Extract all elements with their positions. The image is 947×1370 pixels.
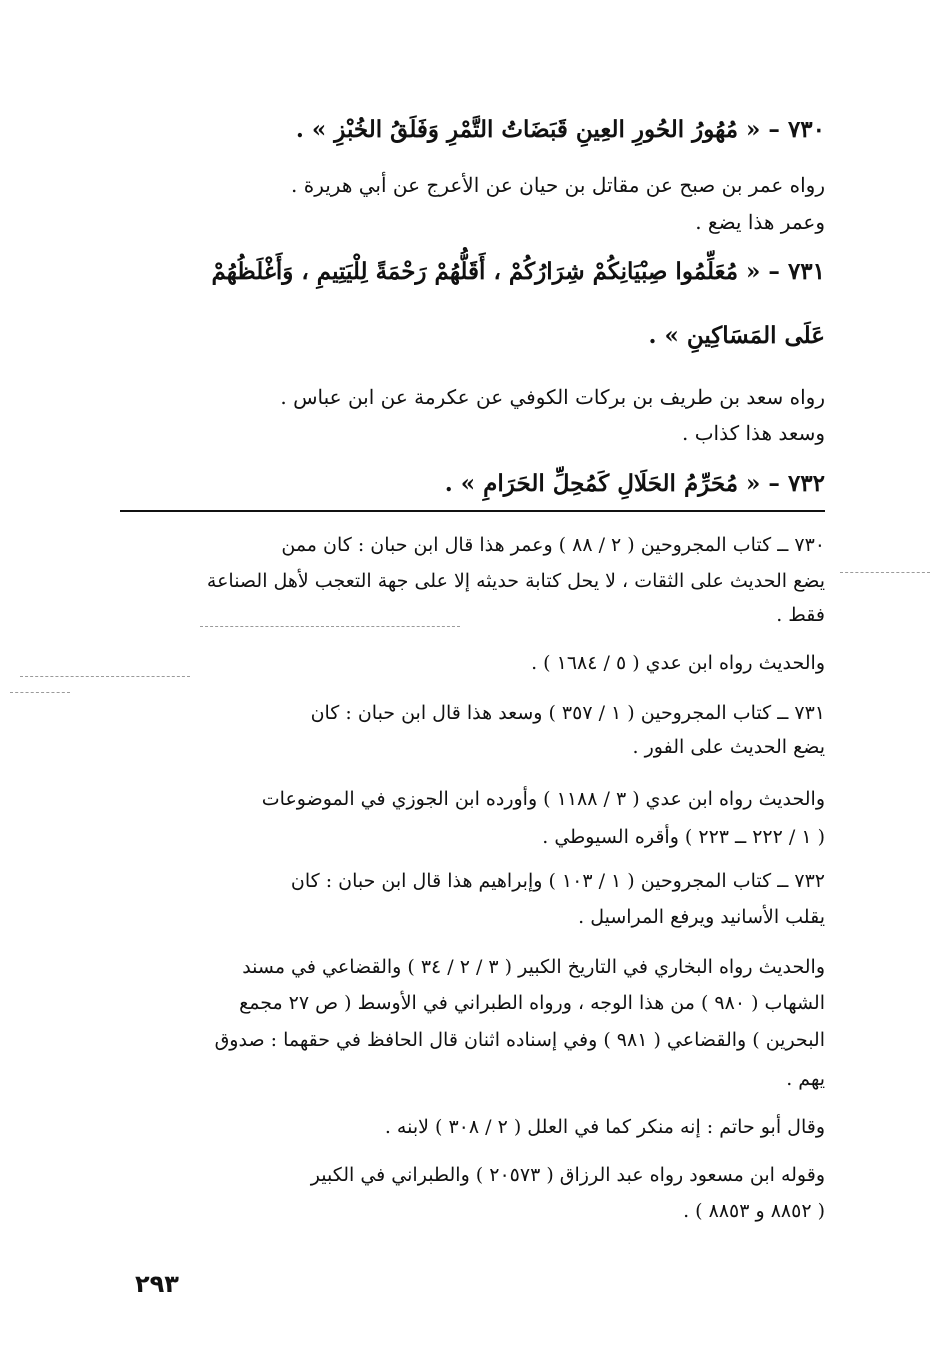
hadith-731-line2: عَلَى المَسَاكِينِ » . [648, 322, 825, 349]
note-730-line3: فقط . [776, 604, 825, 626]
hadith-731-narration: رواه سعد بن طريف بن بركات الكوفي عن عكرمة عن ابن عباس . [280, 385, 825, 409]
scan-artifact [200, 626, 460, 627]
note-732-line5: البحرين ) والقضاعي ( ٩٨١ ) وفي إسناده اثنان قال الحافظ في حقهما : صدوق [214, 1029, 825, 1051]
hadith-731-line1: ٧٣١ – « مُعَلِّمُوا صِبْيَانِكُمْ شِرَارُكُمْ ، أَقَلُّهُمْ رَحْمَةً لِلْيَتِيمِ ، وَأَغْلَظُهُمْ [211, 258, 825, 285]
note-730-line1: ٧٣٠ ــ كتاب المجروحين ( ٢ / ٨٨ ) وعمر هذا قال ابن حبان : كان ممن [281, 534, 825, 556]
note-730-line4: والحديث رواه ابن عدي ( ٥ / ١٦٨٤ ) . [531, 652, 825, 674]
scan-artifact [20, 676, 190, 677]
footnote-separator [120, 510, 825, 512]
note-732-line3: والحديث رواه البخاري في التاريخ الكبير ( ٣ / ٢ / ٣٤ ) والقضاعي في مسند [242, 956, 825, 978]
scan-artifact [10, 692, 70, 693]
note-731-line4: ( ١ / ٢٢٢ ــ ٢٢٣ ) وأقره السيوطي . [542, 826, 825, 848]
note-732-line2: يقلب الأسانيد ويرفع المراسيل . [578, 906, 825, 928]
note-732-line4: الشهاب ( ٩٨٠ ) من هذا الوجه ، ورواه الطبراني في الأوسط ( ص ٢٧ مجمع [239, 992, 825, 1014]
page-number: ٢٩٣ [135, 1270, 179, 1298]
hadith-732: ٧٣٢ – « مُحَرِّمُ الحَلَالِ كَمُحِلِّ الحَرَامِ » . [444, 470, 825, 497]
note-732-line7: وقال أبو حاتم : إنه منكر كما في العلل ( ٢ / ٣٠٨ ) لابنه . [384, 1116, 825, 1138]
note-732-line1: ٧٣٢ ــ كتاب المجروحين ( ١ / ١٠٣ ) وإبراهيم هذا قال ابن حبان : كان [290, 870, 825, 892]
hadith-730: ٧٣٠ – « مُهُورُ الحُورِ العِينِ قَبَضَاتُ التَّمْرِ وَفَلَقُ الخُبْزِ » . [295, 116, 825, 143]
note-731-line3: والحديث رواه ابن عدي ( ٣ / ١١٨٨ ) وأورده ابن الجوزي في الموضوعات [261, 788, 825, 810]
note-732-line8: وقوله ابن مسعود رواه عبد الرزاق ( ٢٠٥٧٣ ) والطبراني في الكبير [310, 1164, 825, 1186]
note-731-line2: يضع الحديث على الفور . [632, 736, 825, 758]
hadith-730-narration: رواه عمر بن صبح عن مقاتل بن حيان عن الأعرج عن أبي هريرة . [291, 173, 825, 197]
note-731-line1: ٧٣١ ــ كتاب المجروحين ( ١ / ٣٥٧ ) وسعد هذا قال ابن حبان : كان [310, 702, 825, 724]
hadith-730-grading: وعمر هذا يضع . [695, 210, 825, 234]
note-732-line9: ( ٨٨٥٢ و ٨٨٥٣ ) . [683, 1200, 825, 1222]
scan-artifact [840, 572, 930, 573]
note-730-line2: يضع الحديث على الثقات ، لا يحل كتابة حديثه إلا على جهة التعجب لأهل الصناعة [206, 570, 825, 592]
hadith-731-grading: وسعد هذا كذاب . [682, 421, 825, 445]
note-732-line6: يهم . [786, 1068, 825, 1090]
